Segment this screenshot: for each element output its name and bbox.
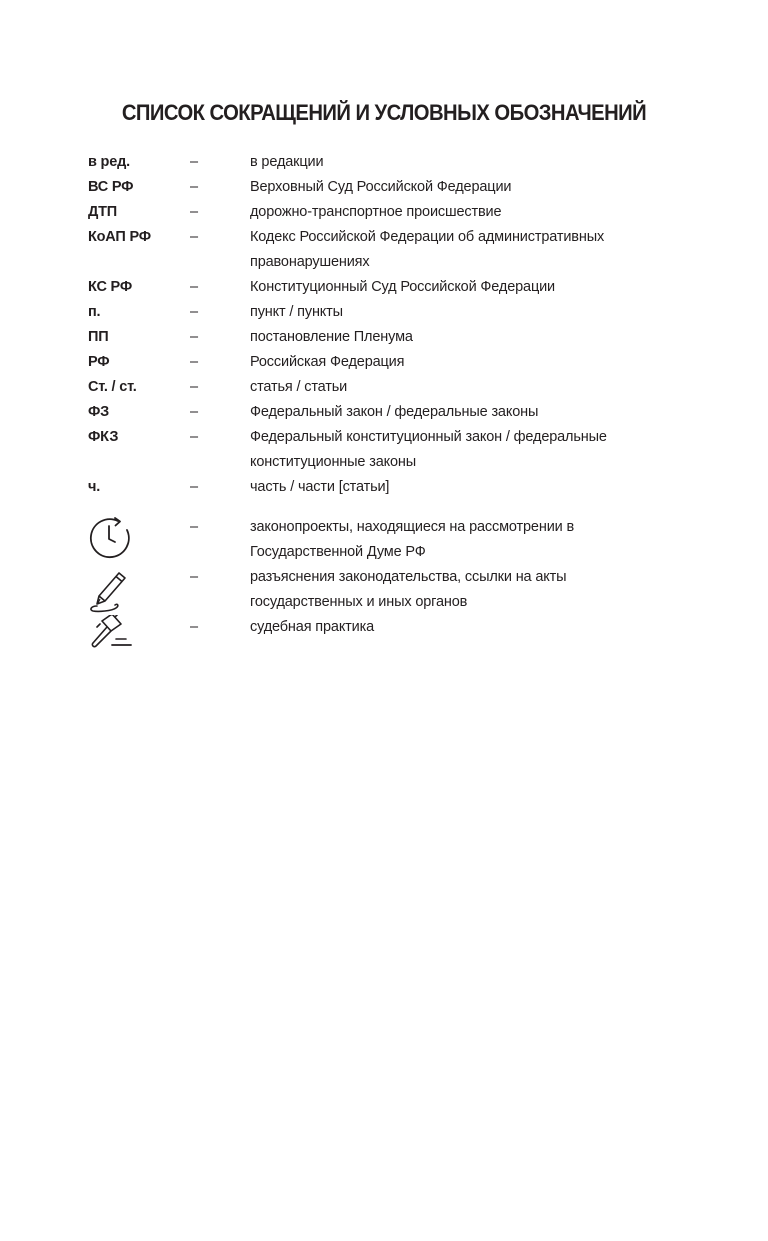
separator-dash: – <box>190 179 199 195</box>
page-title: СПИСОК СОКРАЩЕНИЙ И УСЛОВНЫХ ОБОЗНАЧЕНИЙ <box>121 100 647 125</box>
abbreviation-term: РФ <box>88 354 110 370</box>
abbreviation-term: ч. <box>88 479 101 495</box>
abbreviation-row <box>88 200 688 225</box>
clock-icon <box>88 515 190 565</box>
separator-dash: – <box>190 479 199 495</box>
abbreviation-definition: Федеральный конституционный закон / федеральные конституционные законы <box>250 429 607 470</box>
abbreviation-term: ВС РФ <box>88 179 134 195</box>
symbol-definition: разъяснения законодательства, ссылки на акты государственных и иных органов <box>250 569 567 610</box>
pencil-icon <box>88 565 190 615</box>
separator-dash: – <box>190 304 199 320</box>
abbreviation-row <box>88 325 688 350</box>
separator-dash: – <box>190 354 199 370</box>
abbreviation-row <box>88 175 688 200</box>
abbreviation-term: ПП <box>88 329 109 345</box>
symbol-definition: судебная практика <box>250 619 375 635</box>
separator-dash: – <box>190 379 199 395</box>
separator-dash: – <box>190 519 199 535</box>
separator-dash: – <box>190 229 199 245</box>
abbreviation-definition: часть / части [статьи] <box>250 479 390 495</box>
abbreviation-definition: Кодекс Российской Федерации об административных правонарушениях <box>250 229 605 270</box>
separator-dash: – <box>190 204 199 220</box>
abbreviation-term: КоАП РФ <box>88 229 151 245</box>
abbreviation-term: КС РФ <box>88 279 133 295</box>
abbreviation-row <box>88 425 688 475</box>
abbreviation-row <box>88 475 688 500</box>
separator-dash: – <box>190 154 199 170</box>
separator-dash: – <box>190 429 199 445</box>
abbreviation-row <box>88 400 688 425</box>
separator-dash: – <box>190 279 199 295</box>
abbreviation-definition: пункт / пункты <box>250 304 343 320</box>
abbreviation-definition: Федеральный закон / федеральные законы <box>250 404 539 420</box>
symbol-list <box>88 515 688 665</box>
separator-dash: – <box>190 404 199 420</box>
abbreviation-definition: Конституционный Суд Российской Федерации <box>250 279 555 295</box>
gavel-icon <box>88 615 190 665</box>
abbreviation-definition: постановление Пленума <box>250 329 413 345</box>
abbreviation-term: ФЗ <box>88 404 110 420</box>
abbreviation-definition: Российская Федерация <box>250 354 405 370</box>
abbreviation-list <box>88 150 688 500</box>
abbreviation-definition: Верховный Суд Российской Федерации <box>250 179 512 195</box>
separator-dash: – <box>190 329 199 345</box>
abbreviation-row <box>88 225 688 275</box>
symbol-row <box>88 565 688 615</box>
separator-dash: – <box>190 619 199 635</box>
abbreviation-definition: дорожно-транспортное происшествие <box>250 204 502 220</box>
abbreviation-term: в ред. <box>88 154 130 170</box>
abbreviation-term: п. <box>88 304 101 320</box>
abbreviation-row <box>88 375 688 400</box>
abbreviation-row <box>88 350 688 375</box>
abbreviation-row <box>88 150 688 175</box>
symbol-row <box>88 515 688 565</box>
symbol-row <box>88 615 688 665</box>
symbol-definition: законопроекты, находящиеся на рассмотрении в Государственной Думе РФ <box>250 519 575 560</box>
abbreviation-row <box>88 300 688 325</box>
abbreviation-definition: в редакции <box>250 154 324 170</box>
abbreviation-term: ДТП <box>88 204 118 220</box>
abbreviation-row <box>88 275 688 300</box>
abbreviation-definition: статья / статьи <box>250 379 348 395</box>
separator-dash: – <box>190 569 199 585</box>
abbreviation-term: Ст. / ст. <box>88 379 137 395</box>
abbreviation-term: ФКЗ <box>88 429 119 445</box>
